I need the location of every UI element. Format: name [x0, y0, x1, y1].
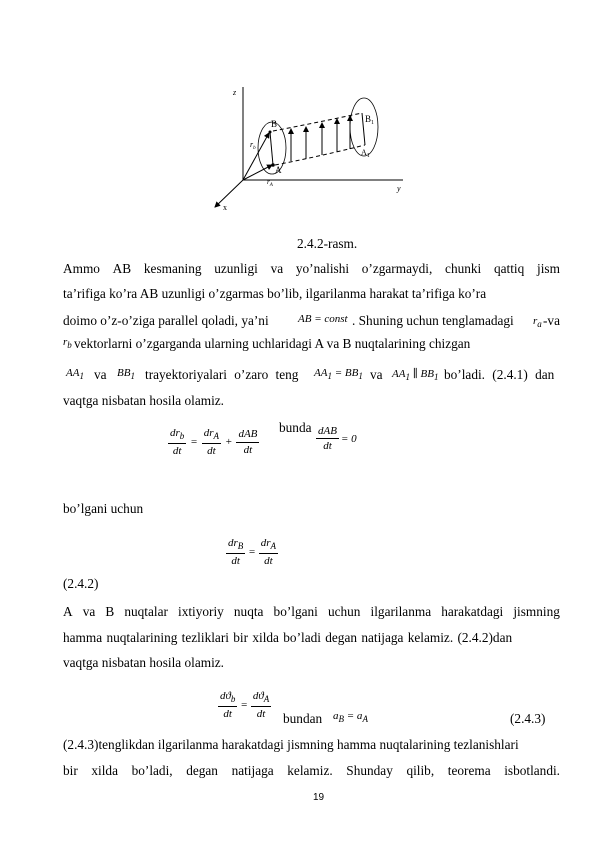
ra-symbol: $r_a$	[533, 315, 542, 330]
z-axis-label: z	[233, 88, 237, 97]
equation-number-2-4-3: (2.4.3)	[510, 711, 546, 726]
word: o’zgarmaydi,	[361, 261, 433, 276]
word: va	[82, 604, 96, 619]
equation-dab-zero: $\frac{\text{dAB}}{dt}$ = 0	[318, 425, 357, 453]
word: ixtiyoriy	[178, 604, 224, 619]
word: kesmaning	[143, 261, 202, 276]
paragraph-line-12	[63, 764, 560, 777]
equation-2-4-3: $\frac{dϑ_b}{dt}$ = $\frac{dϑ_A}{dt}$	[220, 690, 270, 721]
word: yo’nalishi	[295, 261, 350, 276]
segment-ab	[270, 132, 273, 165]
trajectory-aa1	[275, 145, 365, 165]
paragraph-line-5-va1: va	[94, 367, 107, 382]
word: AB	[112, 261, 132, 276]
paragraph-line-6: vaqtga nisbatan hosila olamiz.	[63, 393, 224, 408]
word: jismning	[513, 604, 560, 619]
word: harakatdagi	[441, 604, 504, 619]
bunda-label: bunda	[279, 420, 312, 435]
trajectory-bb1	[273, 113, 362, 131]
equation-2-4-2: $\frac{dr_B}{dt}$ = $\frac{dr_A}{dt}$	[228, 537, 276, 568]
equation-number-2-4-2: (2.4.2)	[63, 576, 99, 591]
aa1-symbol: $AA_1$	[66, 367, 84, 382]
word: B	[105, 604, 115, 619]
point-b-label: B	[271, 119, 278, 129]
paragraph-line-8	[63, 605, 560, 618]
word: va	[270, 261, 284, 276]
figure-2-4-2	[205, 75, 410, 215]
paragraph-line-5-traj: trayektoriyalari o’zaro teng	[145, 367, 299, 382]
word: bir	[63, 763, 78, 778]
aa1-eq-bb1-formula: $AA_1 = BB_1$	[314, 367, 363, 382]
point-a-label: A	[275, 165, 282, 175]
equation-acceleration-equal: $a_B = a_A$	[333, 710, 368, 725]
paragraph-line-2: ta’rifiga ko’ra AB uzunligi o’zgarmas bo’lib, ilgarilanma harakat ta’rifiga ko’ra	[63, 286, 487, 301]
paragraph-line-3b: . Shuning uchun tenglamadagi	[352, 313, 514, 328]
word: jism	[537, 261, 560, 276]
point-a1-label: $A_1$	[361, 148, 370, 159]
word: uzunligi	[214, 261, 258, 276]
word: xilda	[91, 763, 118, 778]
word: A	[63, 604, 73, 619]
word: isbotlandi.	[504, 763, 560, 778]
word: bo’ladi,	[131, 763, 173, 778]
word: kelamiz.	[287, 763, 333, 778]
aa1-parallel-bb1-formula: $AA_1$ ∥ $BB_1$	[392, 368, 439, 383]
page-number: 19	[313, 792, 325, 803]
bundan-label: bundan	[283, 711, 323, 726]
figure-caption: 2.4.2-rasm.	[297, 236, 358, 251]
paragraph-line-3a: doimo o’z-o’ziga parallel qoladi, ya’ni	[63, 313, 269, 328]
rb-symbol: $r_b$	[63, 336, 72, 351]
paragraph-line-4: vektorlarni o’zgarganda ularning uchlaridagi A va B nuqtalarining chizgan	[74, 336, 471, 351]
word: nuqtalar	[124, 604, 168, 619]
x-axis	[215, 180, 243, 207]
y-axis-label: y	[397, 184, 401, 193]
point-b1-label: $B_1$	[365, 114, 375, 126]
vector-ra-label: $r_A$	[267, 178, 273, 188]
paragraph-line-9: hamma nuqtalarining tezliklari bir xilda bo’ladi degan natijaga kelamiz. (2.4.2)dan	[63, 630, 513, 645]
word: degan	[186, 763, 218, 778]
bb1-symbol: $BB_1$	[117, 367, 135, 382]
vector-rb-label: $r_b$	[250, 140, 256, 151]
x-axis-label: x	[223, 203, 227, 212]
word: qilib,	[406, 763, 435, 778]
word: qattiq	[493, 261, 525, 276]
word: chunki	[445, 261, 482, 276]
ab-const-formula: AB = const	[298, 313, 348, 325]
word: Ammo	[63, 261, 100, 276]
paragraph-line-5-end: bo’ladi. (2.4.1) dan	[444, 367, 555, 382]
paragraph-line-5-va2: va	[370, 367, 383, 382]
paragraph-line-7: bo’lgani uchun	[63, 501, 144, 516]
word: ilgarilanma	[370, 604, 432, 619]
word: Shunday	[346, 763, 393, 778]
word: uchun	[327, 604, 361, 619]
equation-derivative-rb: $\frac{dr_b}{dt}$ = $\frac{dr_A}{dt}$ + $\frac{\text{dAB}}{dt}$	[170, 427, 258, 458]
point-b-dot	[269, 131, 272, 134]
word: natijaga	[231, 763, 274, 778]
word: teorema	[447, 763, 491, 778]
paragraph-line-1	[63, 262, 560, 275]
paragraph-line-3c: -va	[543, 313, 560, 328]
paragraph-line-10: vaqtga nisbatan hosila olamiz.	[63, 655, 224, 670]
paragraph-line-11: (2.4.3)tenglikdan ilgarilanma harakatdagi jismning hamma nuqtalarining tezlanishlari	[63, 737, 519, 752]
word: nuqta	[233, 604, 264, 619]
word: bo’lgani	[273, 604, 318, 619]
